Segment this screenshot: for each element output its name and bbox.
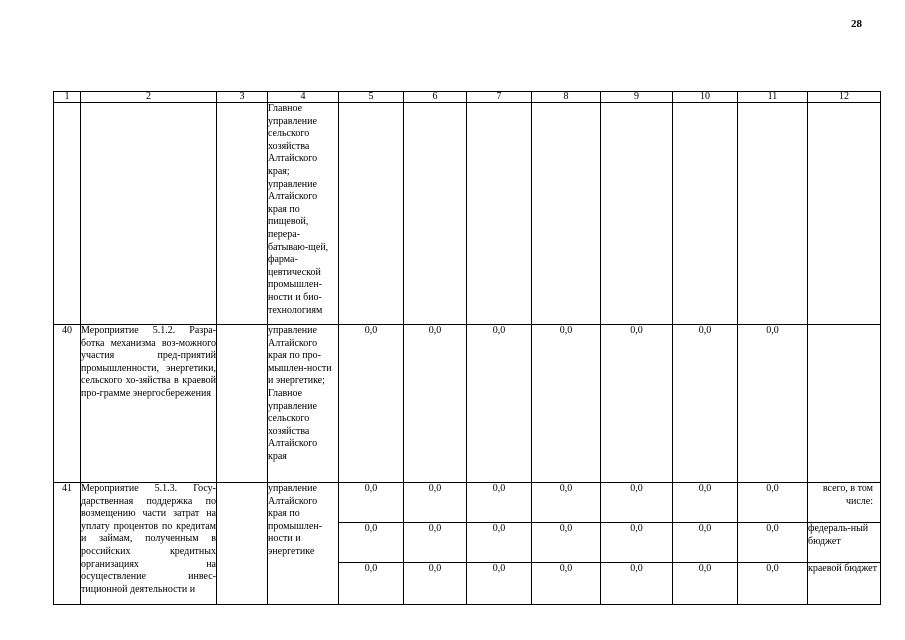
column-number-row (54, 92, 881, 103)
value-cell (601, 103, 673, 325)
event-name (81, 103, 217, 325)
value-cell: 0,0 (738, 483, 808, 523)
funding-source-cell (808, 103, 881, 325)
funding-source-cell: федераль-ный бюджет (808, 523, 881, 563)
value-cell: 0,0 (532, 483, 601, 523)
value-cell: 0,0 (738, 563, 808, 605)
col3-cell (217, 325, 268, 483)
event-name: Мероприятие 5.1.3. Госу-дарственная поддержка по возмещению части затрат на уплату процентов по кредитам и займам, полученным в российских кредитных организациях на осуществление инвес-тиционной деятельности и (81, 483, 217, 605)
value-cell (738, 103, 808, 325)
value-cell: 0,0 (404, 563, 467, 605)
header-cell: 9 (601, 92, 673, 103)
header-cell: 11 (738, 92, 808, 103)
row-number (54, 103, 81, 325)
value-cell: 0,0 (673, 563, 738, 605)
value-cell: 0,0 (601, 483, 673, 523)
value-cell: 0,0 (738, 325, 808, 483)
value-cell: 0,0 (339, 325, 404, 483)
value-cell: 0,0 (738, 523, 808, 563)
header-cell: 8 (532, 92, 601, 103)
value-cell: 0,0 (601, 325, 673, 483)
header-cell: 10 (673, 92, 738, 103)
value-cell: 0,0 (601, 523, 673, 563)
value-cell: 0,0 (404, 523, 467, 563)
funding-source-cell: всего, в том числе: (808, 483, 881, 523)
value-cell: 0,0 (339, 523, 404, 563)
executor-cell: управление Алтайского края по промышлен-ности и энергетике (268, 483, 339, 605)
value-cell (532, 103, 601, 325)
table-row-40 (54, 325, 881, 483)
value-cell: 0,0 (339, 483, 404, 523)
header-cell: 7 (467, 92, 532, 103)
header-cell: 6 (404, 92, 467, 103)
col3-cell (217, 483, 268, 605)
value-cell: 0,0 (673, 325, 738, 483)
value-cell: 0,0 (532, 523, 601, 563)
value-cell: 0,0 (673, 523, 738, 563)
row-number: 41 (54, 483, 81, 605)
value-cell: 0,0 (467, 523, 532, 563)
header-cell: 3 (217, 92, 268, 103)
value-cell (467, 103, 532, 325)
header-cell: 5 (339, 92, 404, 103)
value-cell (339, 103, 404, 325)
event-name: Мероприятие 5.1.2. Разра-ботка механизма воз-можного участия пред-приятий промышленности, энергетики, сельского хо-зяйства в краевой про-грамме энергосбережения (81, 325, 217, 483)
page-number: 28 (851, 18, 862, 30)
funding-source-cell: краевой бюджет (808, 563, 881, 605)
executor-cell: Главное управление сельского хозяйства Алтайского края; управление Алтайского края по пищевой, перера-батываю-щей, фарма-цевтической промышлен-ности и био-технологиям (268, 103, 339, 325)
program-measures-table (53, 91, 881, 605)
value-cell (404, 103, 467, 325)
value-cell: 0,0 (532, 563, 601, 605)
value-cell: 0,0 (673, 483, 738, 523)
value-cell: 0,0 (532, 325, 601, 483)
header-cell: 2 (81, 92, 217, 103)
executor-cell: управление Алтайского края по про-мышлен-ности и энергетике; Главное управление сельского хозяйства Алтайского края (268, 325, 339, 483)
col3-cell (217, 103, 268, 325)
value-cell: 0,0 (339, 563, 404, 605)
table-row-41 (54, 483, 881, 523)
value-cell: 0,0 (467, 325, 532, 483)
header-cell: 4 (268, 92, 339, 103)
value-cell: 0,0 (467, 483, 532, 523)
value-cell: 0,0 (404, 325, 467, 483)
row-number: 40 (54, 325, 81, 483)
header-cell: 12 (808, 92, 881, 103)
funding-source-cell (808, 325, 881, 483)
value-cell: 0,0 (467, 563, 532, 605)
header-cell: 1 (54, 92, 81, 103)
value-cell: 0,0 (404, 483, 467, 523)
table-row-continuation (54, 103, 881, 325)
value-cell: 0,0 (601, 563, 673, 605)
value-cell (673, 103, 738, 325)
